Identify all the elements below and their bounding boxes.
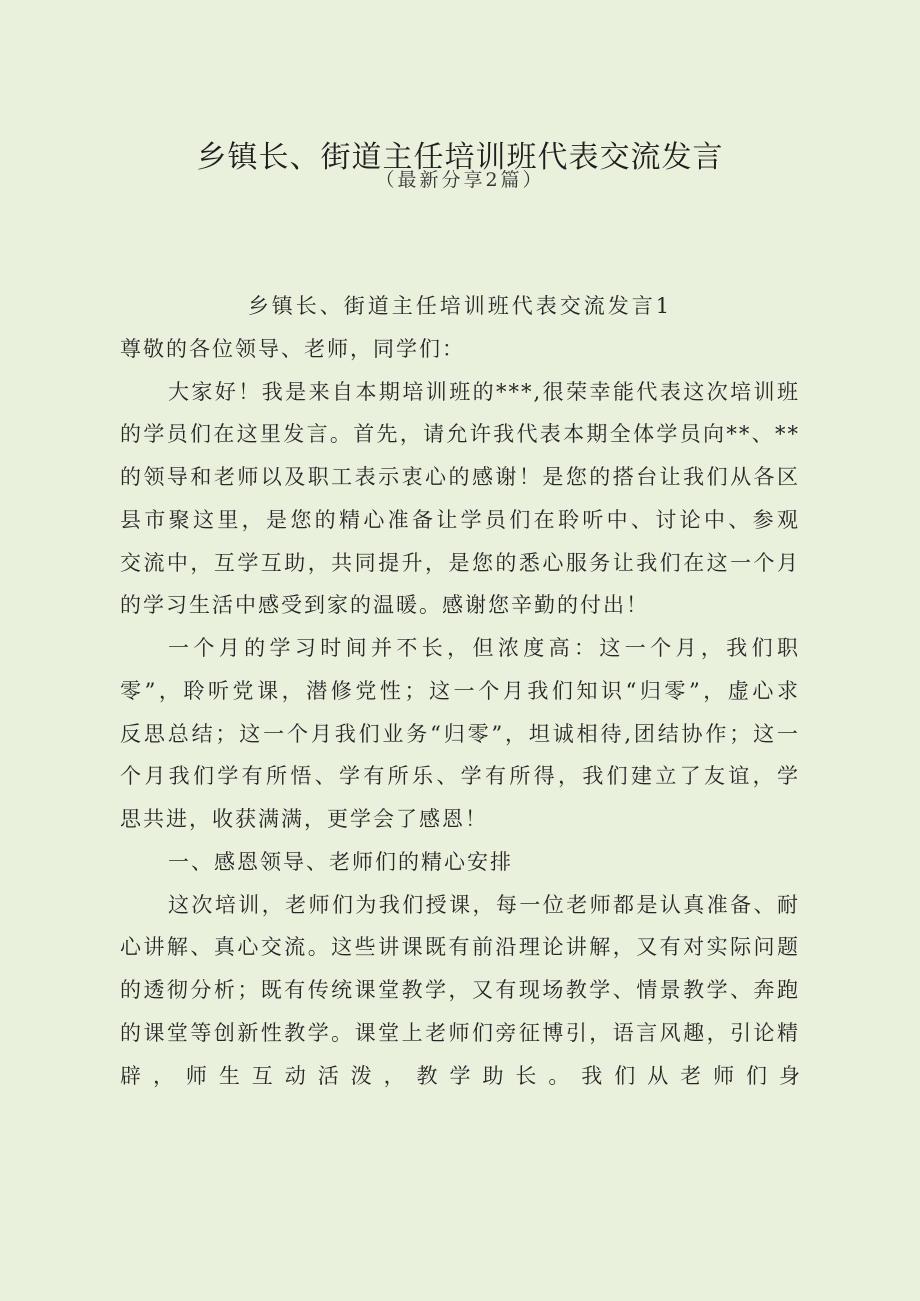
text-line: 的课堂等创新性教学。课堂上老师们旁征博引，语言风趣，引论精 <box>120 1020 800 1045</box>
document-subtitle: （最新分享2篇） <box>375 169 545 191</box>
text-line: 的学习生活中感受到家的温暖。感谢您辛勤的付出！ <box>120 593 649 618</box>
text-line: 这次培训，老师们为我们授课，每一位老师都是认真准备、耐 <box>168 892 800 917</box>
document-title: 乡镇长、街道主任培训班代表交流发言 <box>196 140 724 175</box>
greeting: 尊敬的各位领导、老师，同学们： <box>120 336 465 361</box>
text-line: 零”，聆听党课，潜修党性；这一个月我们知识“归零”，虚心求 <box>120 678 800 703</box>
text-line: 个月我们学有所悟、学有所乐、学有所得，我们建立了友谊，学 <box>120 764 800 789</box>
text-line: 一、感恩领导、老师们的精心安排 <box>168 849 513 874</box>
document-body <box>120 285 800 1097</box>
text-line: 的透彻分析；既有传统课堂教学，又有现场教学、情景教学、奔跑 <box>120 978 800 1002</box>
section-title: 乡镇长、街道主任培训班代表交流发言1 <box>247 294 673 318</box>
paragraph <box>120 841 800 884</box>
text-line: 思共进，收获满满，更学会了感恩！ <box>120 807 488 831</box>
text-line: 反思总结；这一个月我们业务“归零”，坦诚相待,团结协作；这一 <box>120 721 800 746</box>
paragraph <box>120 371 800 628</box>
paragraphs <box>120 371 800 1098</box>
paragraph <box>120 884 800 1098</box>
text-line: 大家好！我是来自本期培训班的***,很荣幸能代表这次培训班 <box>168 379 800 404</box>
text-line: 的学员们在这里发言。首先，请允许我代表本期全体学员向**、** <box>120 422 800 447</box>
text-line: 县市聚这里，是您的精心准备让学员们在聆听中、讨论中、参观 <box>120 507 800 532</box>
text-line: 心讲解、真心交流。这些讲课既有前沿理论讲解，又有对实际问题 <box>120 935 800 960</box>
text-line: 辟 ， 师 生 互 动 活 泼 ， 教 学 助 长 。 我 们 从 老 师 们 身 <box>120 1063 800 1088</box>
paragraph <box>120 627 800 841</box>
text-line: 一个月的学习时间并不长，但浓度高：这一个月，我们职 <box>168 636 800 660</box>
text-line: 交流中，互学互助，共同提升，是您的悉心服务让我们在这一个月 <box>120 550 800 575</box>
text-line: 的领导和老师以及职工表示衷心的感谢！是您的搭台让我们从各区 <box>120 465 800 489</box>
